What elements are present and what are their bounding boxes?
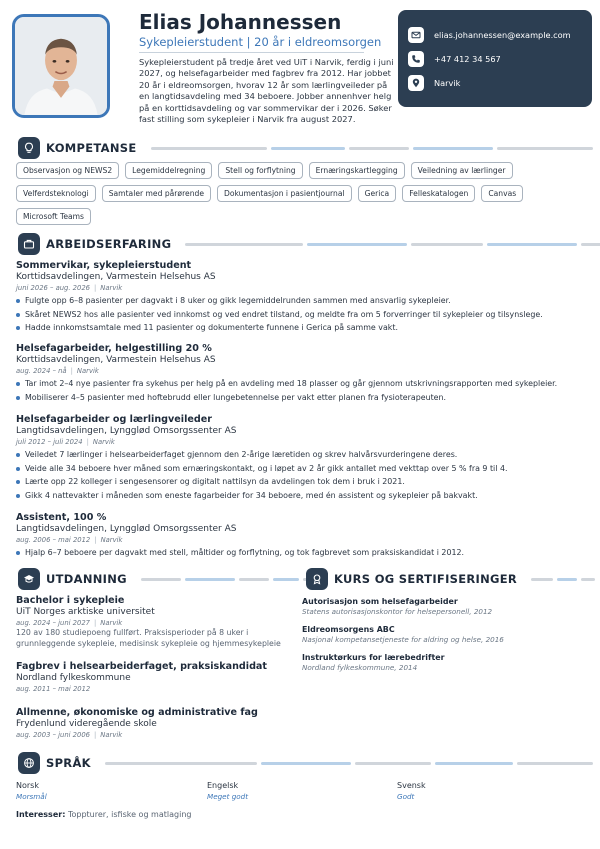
skill-chip: Stell og forflytning <box>218 162 302 179</box>
job-bullet: Lærte opp 22 kolleger i sengesensorer og digitalt nattilsyn da avdelingen tok dem i bruk i 2021. <box>16 475 581 489</box>
job-place: Narvik <box>76 367 99 375</box>
job-meta: juli 2012 – juli 2024 | Narvik <box>16 438 115 446</box>
job-title: Sommervikar, sykepleierstudent <box>16 260 192 271</box>
education-dates: aug. 2011 – mai 2012 <box>16 685 91 693</box>
job-organization: Langtidsavdelingen, Lyngglød Omsorgssenter AS <box>16 426 237 436</box>
job-entry <box>16 512 581 560</box>
language-level: Morsmål <box>16 792 47 801</box>
job-organization: Korttidsavdelingen, Varmestein Helsehus AS <box>16 272 216 282</box>
education-dates: aug. 2024 – juni 2027 <box>16 619 90 627</box>
contact-email-text: elias.johannessen@example.com <box>434 30 571 40</box>
contact-email[interactable] <box>408 23 582 47</box>
language-name: Engelsk <box>207 781 239 790</box>
education-institution: Frydenlund videregående skole <box>16 719 157 729</box>
section-courses-rule <box>531 578 599 581</box>
job-bullets <box>16 377 581 404</box>
job-title: Helsefagarbeider og lærlingveileder <box>16 414 212 425</box>
education-title: Bachelor i sykepleie <box>16 595 125 606</box>
job-bullet: Fulgte opp 6–8 pasienter per dagvakt i 8 uker og gikk legemiddelrunden sammen med ansvarlig sykepleier. <box>16 294 581 308</box>
job-dates: juni 2026 – aug. 2026 <box>16 284 90 292</box>
job-bullets <box>16 448 581 502</box>
skill-chip: Velferdsteknologi <box>16 185 96 202</box>
job-organization: Korttidsavdelingen, Varmestein Helsehus AS <box>16 355 216 365</box>
job-bullet: Veide alle 34 beboere hver måned som ernæringskontakt, og i løpet av 2 år gikk antallet med vekttap over 5 % fra 9 til 4. <box>16 462 581 476</box>
course-entry <box>302 652 582 673</box>
job-place: Narvik <box>100 284 123 292</box>
job-bullet: Mobiliserer 4–5 pasienter med hoftebrudd eller lungebetennelse per vakt etter planen fra fysioterapeuten. <box>16 391 581 405</box>
skill-chip: Samtaler med pårørende <box>102 185 211 202</box>
job-place: Narvik <box>100 536 123 544</box>
education-description: 120 av 180 studiepoeng fullført. Praksisperioder på 8 uker i grunnleggende sykepleie, medisinsk sykepleie og hjemmesykepleie <box>16 628 281 648</box>
language-entry <box>16 780 166 802</box>
job-bullet: Veiledet 7 lærlinger i helsearbeiderfaget gjennom den 2-årige læretiden og skrev halvårsvurderingene deres. <box>16 448 581 462</box>
section-experience-title: ARBEIDSERFARING <box>46 237 172 251</box>
candidate-headline: Sykepleierstudent | 20 år i eldreomsorgen <box>139 35 382 49</box>
section-experience-rule <box>185 243 600 246</box>
section-education-title: UTDANNING <box>46 572 127 586</box>
profile-summary: Sykepleierstudent på tredje året ved UiT i Narvik, ferdig i juni 2027, og helsefagarbeider med fagbrev fra 2012. Har jobbet 20 år i eldreomsorgen, hvorav 12 år som lærlingveileder på en langtidsavdeling med 34 beboere. Jobber annenhver helg på en korttidsavdeling og var sommervikar der i 2026. Søker fast stilling som sykepleier i Narvik fra august 2027. <box>139 57 394 125</box>
contact-location <box>408 71 582 95</box>
interests <box>16 810 191 819</box>
section-courses-title: KURS OG SERTIFISERINGER <box>334 572 518 586</box>
education-dates: aug. 2003 – juni 2006 <box>16 731 90 739</box>
job-entry <box>16 343 581 404</box>
course-title: Instruktørkurs for lærebedrifter <box>302 653 445 662</box>
course-issuer: Statens autorisasjonskontor for helsepersonell, 2012 <box>302 607 493 616</box>
skills-list <box>16 162 576 231</box>
job-bullet: Hadde innkomstsamtale med 11 pasienter og dokumenterte funnene i Gerica på samme vakt. <box>16 321 581 335</box>
job-bullet: Skåret NEWS2 hos alle pasienter ved innkomst og ved endret tilstand, og meldte fra om 5 forverringer til sykepleier og tilsynslege. <box>16 308 581 322</box>
briefcase-icon <box>18 233 40 255</box>
course-issuer: Nordland fylkeskommune, 2014 <box>302 663 418 672</box>
envelope-icon <box>408 27 424 43</box>
course-entry <box>302 624 582 645</box>
interests-text: Toppturer, isfiske og matlaging <box>67 810 192 819</box>
job-meta: juni 2026 – aug. 2026 | Narvik <box>16 284 123 292</box>
section-skills-rule <box>151 147 597 150</box>
section-education-header <box>18 568 327 590</box>
headline-divider <box>139 52 364 53</box>
job-dates: juli 2012 – juli 2024 <box>16 438 83 446</box>
skill-chip: Observasjon og NEWS2 <box>16 162 119 179</box>
job-bullet: Gikk 4 nattevakter i måneden som eneste fagarbeider for 34 beboere, med én assistent og sykepleier på bakvakt. <box>16 489 581 503</box>
section-languages-header <box>18 752 597 774</box>
education-title: Fagbrev i helsearbeiderfaget, praksiskandidat <box>16 661 267 672</box>
course-title: Autorisasjon som helsefagarbeider <box>302 597 458 606</box>
job-bullet: Hjalp 6–7 beboere per dagvakt med stell, måltider og forflytning, og tok fagbrevet som praksiskandidat i 2012. <box>16 546 581 560</box>
skill-chip: Veiledning av lærlinger <box>411 162 513 179</box>
contact-location-text: Narvik <box>434 78 461 88</box>
skill-chip: Microsoft Teams <box>16 208 91 225</box>
skill-chip: Dokumentasjon i pasientjournal <box>217 185 352 202</box>
education-place: Narvik <box>100 731 123 739</box>
section-languages-rule <box>105 762 597 765</box>
skill-chip: Felleskatalogen <box>402 185 475 202</box>
job-dates: aug. 2024 – nå <box>16 367 67 375</box>
section-languages-title: SPRÅK <box>46 756 91 770</box>
job-bullets <box>16 546 581 560</box>
skill-chip: Ernæringskartlegging <box>309 162 405 179</box>
language-name: Svensk <box>397 781 426 790</box>
education-institution: Nordland fylkeskommune <box>16 673 131 683</box>
job-entry <box>16 414 581 502</box>
section-skills-title: KOMPETANSE <box>46 141 137 155</box>
job-dates: aug. 2006 – mai 2012 <box>16 536 91 544</box>
skill-chip: Canvas <box>481 185 523 202</box>
person-photo-icon <box>15 17 107 115</box>
skill-chip: Legemiddelregning <box>125 162 212 179</box>
job-bullets <box>16 294 581 335</box>
language-entry <box>397 780 547 802</box>
education-meta <box>16 684 296 694</box>
interests-label: Interesser: <box>16 810 66 819</box>
globe-icon <box>18 752 40 774</box>
job-title: Assistent, 100 % <box>16 512 107 523</box>
profile-photo <box>12 14 110 118</box>
language-name: Norsk <box>16 781 39 790</box>
skill-chip: Gerica <box>358 185 397 202</box>
language-level: Meget godt <box>207 792 249 801</box>
course-title: Eldreomsorgens ABC <box>302 625 395 634</box>
job-organization: Langtidsavdelingen, Lyngglød Omsorgssenter AS <box>16 524 237 534</box>
job-meta: aug. 2024 – nå | Narvik <box>16 367 99 375</box>
language-level: Godt <box>397 792 415 801</box>
course-issuer: Nasjonal kompetansetjeneste for aldring og helse, 2016 <box>302 635 504 644</box>
section-skills-header <box>18 137 597 159</box>
phone-icon <box>408 51 424 67</box>
education-entry <box>16 595 296 649</box>
education-entry <box>16 707 296 740</box>
job-place: Narvik <box>92 438 115 446</box>
education-place: Narvik <box>100 619 123 627</box>
education-institution: UiT Norges arktiske universitet <box>16 607 155 617</box>
lightbulb-icon <box>18 137 40 159</box>
education-meta: aug. 2024 – juni 2027 | Narvik <box>16 619 123 627</box>
language-entry <box>207 780 357 802</box>
job-entry <box>16 260 581 335</box>
contact-card <box>398 10 592 107</box>
job-title: Helsefagarbeider, helgestilling 20 % <box>16 343 212 354</box>
section-courses-header <box>306 568 599 590</box>
education-title: Allmenne, økonomiske og administrative fag <box>16 707 258 718</box>
certificate-icon <box>306 568 328 590</box>
education-meta: aug. 2003 – juni 2006 | Narvik <box>16 731 123 739</box>
contact-phone-text: +47 412 34 567 <box>434 54 501 64</box>
education-entry <box>16 661 296 694</box>
section-experience-header <box>18 233 600 255</box>
section-education-rule <box>141 578 327 581</box>
candidate-name: Elias Johannessen <box>139 10 342 34</box>
course-entry <box>302 596 582 617</box>
job-meta: aug. 2006 – mai 2012 | Narvik <box>16 536 123 544</box>
map-pin-icon <box>408 75 424 91</box>
job-bullet: Tar imot 2–4 nye pasienter fra sykehus per helg på en avdeling med 18 plasser og går gjennom utskrivningsrapporten med sykepleier. <box>16 377 581 391</box>
graduation-cap-icon <box>18 568 40 590</box>
contact-phone[interactable] <box>408 47 582 71</box>
